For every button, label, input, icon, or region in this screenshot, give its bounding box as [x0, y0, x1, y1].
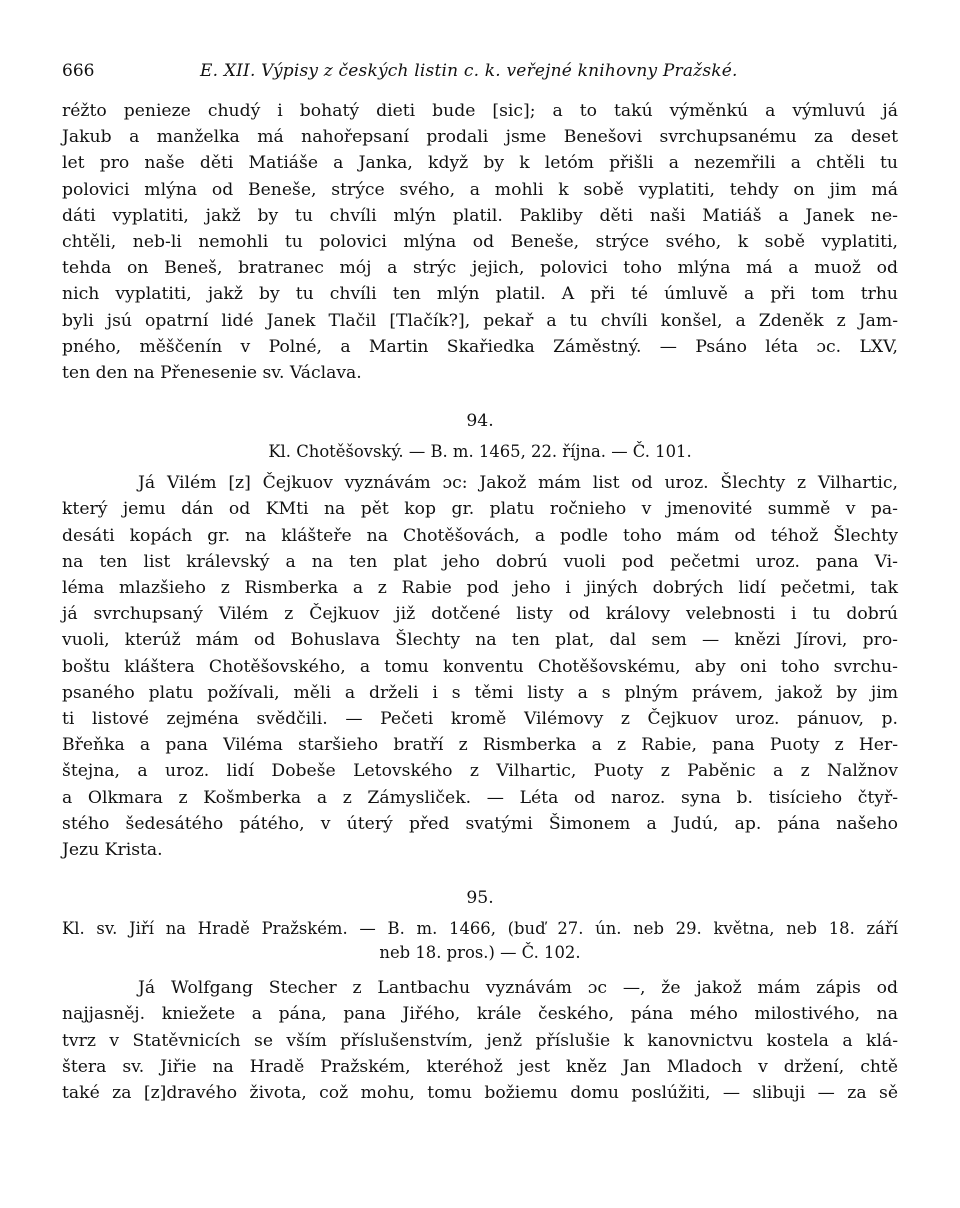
text-line: stého šedesátého pátého, v úterý před svatými Šimonem a Judú, ap. pána našeho: [62, 813, 898, 834]
text-line: štera sv. Jiřie na Hradě Pražském, kteréhož jest kněz Jan Mladoch v držení, chtě: [62, 1056, 898, 1077]
text-line: vuoli, kterúž mám od Bohuslava Šlechty na ten plat, dal sem — knězi Jírovi, pro-: [62, 630, 898, 651]
text-line: a Olkmara z Košmberka a z Zámysliček. — Léta od naroz. syna b. tisícieho čtyř-: [62, 787, 898, 808]
section-number-94: 94.: [466, 411, 494, 432]
section-94-regest: [62, 440, 898, 464]
text-line: tehda on Beneš, bratranec mój a strýc jejich, polovici toho mlýna má a muož od: [62, 258, 898, 279]
text-line: desáti kopách gr. na klášteře na Chotěšovách, a podle toho mám od téhož Šlechty: [62, 525, 898, 546]
regest-line: Kl. Chotěšovský. — B. m. 1465, 22. října. — Č. 101.: [268, 442, 692, 462]
text-line: boštu kláštera Chotěšovského, a tomu konventu Chotěšovskému, aby oni toho svrchu-: [62, 656, 898, 677]
document-page: [62, 58, 898, 1106]
text-line: také za [z]dravého života, což mohu, tomu božiemu domu poslúžiti, — slibuji — za sě: [62, 1083, 898, 1104]
text-line: psaného platu požívali, měli a drželi i s těmi listy a s plným právem, jakož by jim: [62, 682, 898, 703]
running-title: E. XII. Výpisy z českých listin c. k. veřejné knihovny Pražské.: [200, 61, 738, 81]
text-line: Já Vilém [z] Čejkuov vyznávám ɔc: Jakož mám list od uroz. Šlechty z Vilhartic,: [138, 473, 898, 494]
text-line: chtěli, neb-li nemohli tu polovici mlýna od Beneše, strýce svého, k sobě vyplatiti,: [62, 232, 898, 253]
text-line: pného, měščenín v Polné, a Martin Skařiedka Záměstný. — Psáno léta ɔc. LXV,: [62, 336, 898, 357]
text-line: Já Wolfgang Stecher z Lantbachu vyznávám ɔc —, že jakož mám zápis od: [138, 978, 898, 999]
text-line: štejna, a uroz. lidí Dobeše Letovského z Vilhartic, Puoty z Paběnic a z Nalžnov: [62, 761, 898, 782]
text-line: léma mlazšieho z Rismberka a z Rabie pod jeho i jiných dobrých lidí pečetmi, tak: [62, 578, 898, 599]
text-line: réžto penieze chudý i bohatý dieti bude [sic]; a to takú výměnkú a výmluvú já: [62, 101, 898, 121]
page-number: 666: [62, 61, 95, 81]
regest-line: neb 18. pros.) — Č. 102.: [379, 943, 581, 963]
text-line: dáti vyplatiti, jakž by tu chvíli mlýn platil. Pakliby děti naši Matiáš a Janek ne-: [62, 205, 898, 226]
text-line: Jezu Krista.: [62, 840, 163, 861]
text-line: byli jsú opatrní lidé Janek Tlačil [Tlačík?], pekař a tu chvíli konšel, a Zdeněk z Jam-: [62, 310, 898, 331]
page-header: [62, 58, 898, 84]
text-line: Jakub a manželka má nahořepsaní prodali jsme Benešovi svrchupsanému za deset: [62, 127, 898, 148]
text-line: ti listové zejména svědčili. — Pečeti kromě Vilémovy z Čejkuov uroz. pánuov, p.: [62, 709, 898, 730]
text-line: let pro naše děti Matiáše a Janka, když by k letóm přišli a nezemřili a chtěli tu: [62, 153, 898, 174]
text-line: který jemu dán od KMti na pět kop gr. platu ročnieho v jmenovité summě v pa-: [62, 499, 898, 520]
text-line: ten den na Přenesenie sv. Václava.: [62, 363, 362, 384]
intro-paragraph: [62, 98, 898, 386]
text-line: Břeňka a pana Viléma staršieho bratří z Rismberka a z Rabie, pana Puoty z Her-: [62, 735, 898, 756]
text-line: tvrz v Statěvnicích se vším příslušenstvím, jenž příslušie k kanovnictvu kostela a klá-: [62, 1030, 898, 1051]
text-line: polovici mlýna od Beneše, strýce svého, a mohli k sobě vyplatiti, tehdy on jim má: [62, 179, 898, 200]
text-line: nich vyplatiti, jakž by tu chvíli ten mlýn platil. A při té úmluvě a při tom trhu: [62, 284, 898, 305]
text-line: na ten list králevský a na ten plat jeho dobrú vuoli pod pečetmi uroz. pana Vi-: [62, 551, 898, 572]
section-number-95: 95.: [466, 888, 494, 909]
section-94-text: [62, 470, 898, 863]
section-95-text: [62, 975, 898, 1106]
section-95-regest: [62, 917, 898, 965]
text-line: najjasněj. kniežete a pána, pana Jiřého, krále českého, pána mého milostivého, na: [62, 1004, 898, 1025]
text-line: já svrchupsaný Vilém z Čejkuov již dotčené listy od královy velebnosti i tu dobrú: [62, 604, 898, 625]
regest-line: Kl. sv. Jiří na Hradě Pražském. — B. m. 1466, (buď 27. ún. neb 29. května, neb 18. září: [62, 919, 898, 939]
